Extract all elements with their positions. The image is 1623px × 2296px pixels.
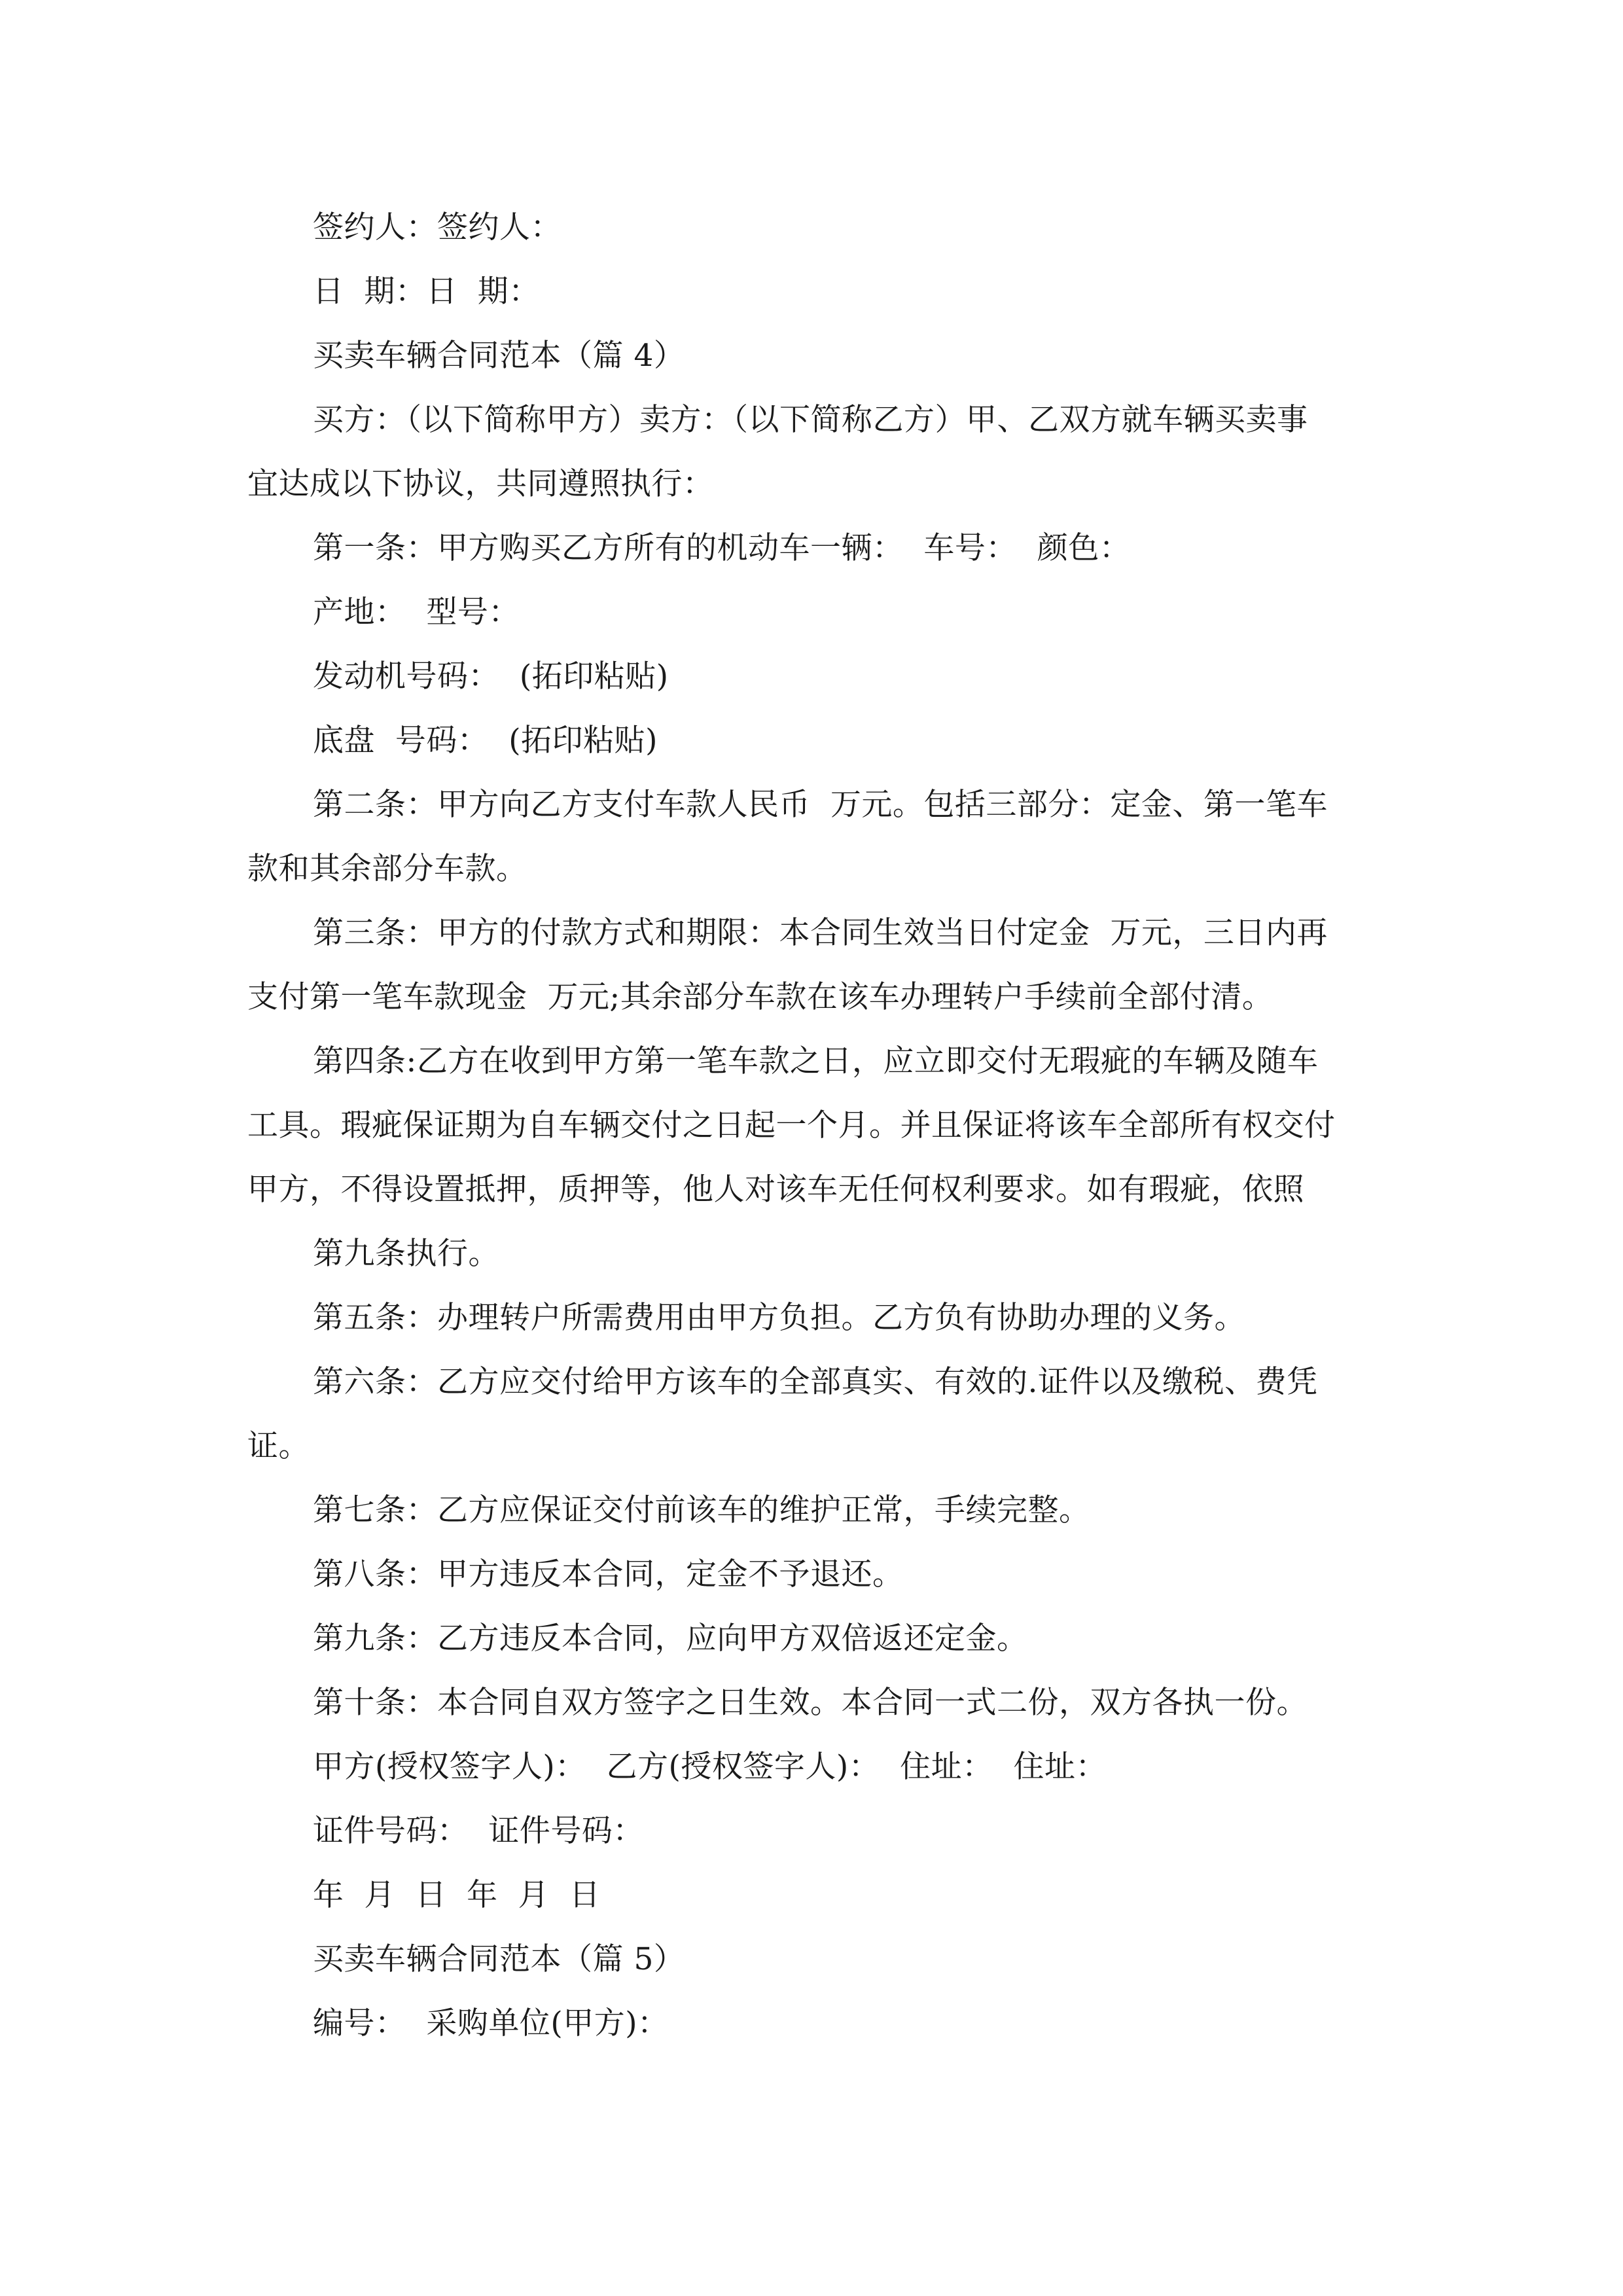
paragraph-line: 支付第一笔车款现金 万元;其余部分车款在该车办理转户手续前全部付清。 bbox=[247, 979, 1274, 1015]
paragraph-line: 宜达成以下协议，共同遵照执行： bbox=[247, 466, 714, 502]
party-signature-line: 甲方(授权签字人)： 乙方(授权签字人)： 住址： 住址： bbox=[313, 1749, 1107, 1785]
paragraph-line: 买方：（以下简称甲方）卖方：（以下简称乙方）甲、乙双方就车辆买卖事 bbox=[313, 402, 1308, 438]
engine-number-line: 发动机号码： (拓印粘贴) bbox=[313, 658, 669, 694]
article-9-line: 第九条：乙方违反本合同，应向甲方双倍返还定金。 bbox=[313, 1621, 1028, 1657]
article-1-line: 第一条：甲方购买乙方所有的机动车一辆： 车号： 颜色： bbox=[313, 530, 1131, 566]
paragraph-line: 第九条执行。 bbox=[313, 1236, 499, 1272]
article-6-line: 第六条：乙方应交付给甲方该车的全部真实、有效的.证件以及缴税、费凭 bbox=[313, 1364, 1318, 1400]
article-4-line: 第四条:乙方在收到甲方第一笔车款之日，应立即交付无瑕疵的车辆及随车 bbox=[313, 1043, 1319, 1079]
signer-line: 签约人：签约人： bbox=[313, 209, 562, 245]
origin-model-line: 产地： 型号： bbox=[313, 594, 520, 630]
article-3-line: 第三条：甲方的付款方式和期限：本合同生效当日付定金 万元，三日内再 bbox=[313, 915, 1328, 951]
section-heading-5: 买卖车辆合同范本（篇 5） bbox=[313, 1941, 685, 1977]
chassis-number-line: 底盘 号码： (拓印粘贴) bbox=[313, 723, 658, 759]
date-fields-line: 年 月 日 年 月 日 bbox=[313, 1877, 601, 1913]
section-heading-4: 买卖车辆合同范本（篇 4） bbox=[313, 338, 685, 374]
paragraph-line: 证。 bbox=[247, 1428, 310, 1464]
article-10-line: 第十条：本合同自双方签字之日生效。本合同一式二份，双方各执一份。 bbox=[313, 1685, 1308, 1721]
paragraph-line: 款和其余部分车款。 bbox=[247, 851, 527, 887]
id-number-line: 证件号码： 证件号码： bbox=[313, 1813, 644, 1849]
number-purchaser-line: 编号： 采购单位(甲方)： bbox=[313, 2005, 669, 2041]
article-5-line: 第五条：办理转户所需费用由甲方负担。乙方负有协助办理的义务。 bbox=[313, 1300, 1245, 1336]
paragraph-line: 甲方，不得设置抵押，质押等，他人对该车无任何权利要求。如有瑕疵，依照 bbox=[247, 1172, 1304, 1208]
article-8-line: 第八条：甲方违反本合同，定金不予退还。 bbox=[313, 1556, 904, 1592]
article-7-line: 第七条：乙方应保证交付前该车的维护正常，手续完整。 bbox=[313, 1492, 1090, 1528]
date-line: 日 期：日 期： bbox=[313, 274, 540, 310]
paragraph-line: 工具。瑕疵保证期为自车辆交付之日起一个月。并且保证将该车全部所有权交付 bbox=[247, 1107, 1336, 1143]
article-2-line: 第二条：甲方向乙方支付车款人民币 万元。包括三部分：定金、第一笔车 bbox=[313, 787, 1328, 823]
